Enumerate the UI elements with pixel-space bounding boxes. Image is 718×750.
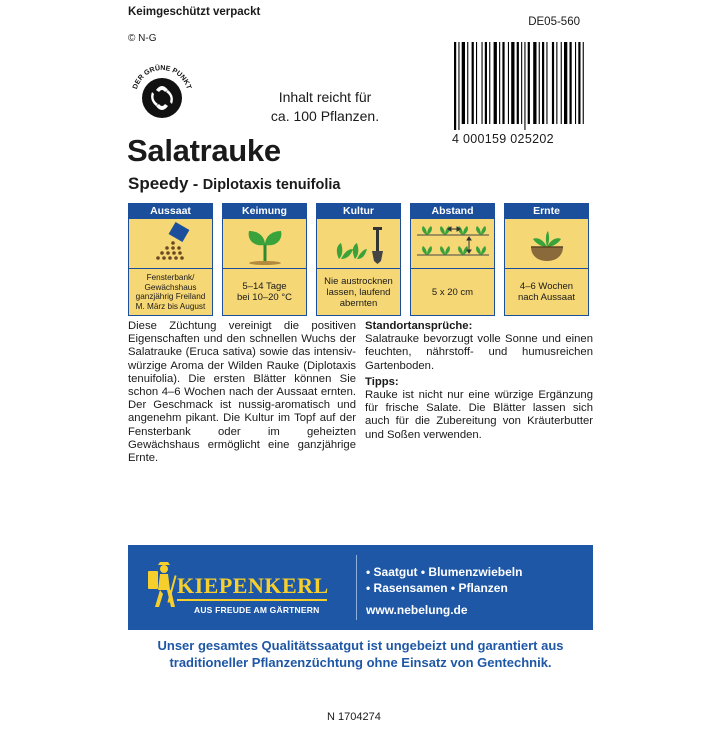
info-box-header: Kultur <box>317 204 400 219</box>
info-box-text: 4–6 Wochen nach Aussaat <box>517 281 576 303</box>
barcode-digits: 4 000159 025202 <box>452 132 554 146</box>
barcode-bar <box>575 42 576 124</box>
brand-name: KIEPENKERL <box>177 573 329 598</box>
barcode-bar <box>494 42 497 124</box>
barcode-bar <box>578 42 580 124</box>
barcode-bar <box>482 42 483 124</box>
brand-tagline: AUS FREUDE AM GÄRTNERN <box>194 605 320 615</box>
barcode-bar <box>524 42 525 130</box>
copyright-notice: © N-G <box>128 33 157 44</box>
barcode <box>452 42 584 146</box>
watering-spade-icon <box>329 221 389 267</box>
info-box-header: Keimung <box>223 204 306 219</box>
info-box-text: 5–14 Tage bei 10–20 °C <box>236 281 293 303</box>
barcode-bar <box>533 42 536 124</box>
green-dot-logo-icon <box>126 60 198 132</box>
barcode-bar <box>499 42 500 124</box>
info-box-text: Fensterbank/ Gewächshaus ganzjährig Freiland M. März bis August <box>135 273 206 311</box>
lot-number: N 1704274 <box>327 711 381 723</box>
brand-underline <box>177 599 327 601</box>
product-title: Salatrauke <box>127 133 281 168</box>
content-note <box>255 88 395 126</box>
brand-product-list <box>366 565 522 596</box>
product-description: Diese Züchtung vereinigt die positiven Eigenschaften und den schnellen Wuchs der Salatrauke (Eruca sativa) sowie das intensiv-würzige Aroma der Wilden Rauke (Diplotaxis tenuifolia). Die ersten Blätter können Sie schon 4–6 Wochen nach der Aussaat ernten. Der Geschmack ist nussig-aromatisch und angenehm pikant. Die Kultur im Topf auf der Fensterbank oder im geheizten Gewächshaus ermöglicht eine ganzjährige Ernte. <box>128 320 356 465</box>
content-note-line1: Inhalt reicht für <box>278 89 372 105</box>
seed-packet-icon <box>141 221 201 267</box>
info-box-header: Ernte <box>505 204 588 219</box>
quality-note-line2: traditioneller Pflanzenzüchtung ohne Einsatz von Gentechnik. <box>169 655 552 670</box>
barcode-bar <box>583 42 584 124</box>
info-box-kultur <box>316 203 401 316</box>
barcode-bar <box>489 42 490 124</box>
barcode-bar <box>508 42 509 124</box>
barcode-bar <box>467 42 468 124</box>
barcode-bar <box>511 42 514 124</box>
info-box-keimung <box>222 203 307 316</box>
quality-note-line1: Unser gesamtes Qualitätssaatgut ist ungebeizt und garantiert aus <box>157 638 564 653</box>
info-box-header: Abstand <box>411 204 494 219</box>
location-heading: Standortansprüche: <box>365 320 473 332</box>
barcode-bar <box>570 42 572 124</box>
spacing-icon <box>413 221 493 267</box>
subtitle-separator: - <box>188 176 203 193</box>
quality-note <box>118 637 603 671</box>
harvest-bowl-icon <box>517 221 577 267</box>
green-dot-text: DER GRÜNE PUNKT <box>131 64 193 91</box>
barcode-bar <box>556 42 557 124</box>
info-box-header: Aussaat <box>129 204 212 219</box>
barcode-bar <box>517 42 519 124</box>
location-text: Salatrauke bevorzugt volle Sonne und einen feuchten, nährstoff- und humusreichen Gartenboden. <box>365 333 593 372</box>
seedling-icon <box>235 221 295 267</box>
barcode-bar <box>546 42 547 124</box>
info-box-text: 5 x 20 cm <box>431 286 474 298</box>
tips-text: Rauke ist nicht nur eine würzige Ergänzung für frische Salate. Die Blätter lassen sich auch für die Zubereitung von Kräuterbutter und Soßen verwenden. <box>365 389 593 441</box>
content-note-line2: ca. 100 Pflanzen. <box>270 108 380 124</box>
barcode-bar <box>458 42 459 130</box>
barcode-bar <box>561 42 562 124</box>
barcode-bar <box>564 42 567 124</box>
barcode-bar <box>552 42 554 124</box>
brand-divider <box>356 555 357 620</box>
barcode-bar <box>485 42 487 124</box>
barcode-bar <box>521 42 522 124</box>
brand-products-line1: • Saatgut • Blumenzwiebeln <box>366 565 523 579</box>
tips-heading: Tipps: <box>365 375 399 388</box>
kiepenkerl-figure-icon <box>144 561 180 611</box>
barcode-bars <box>452 42 584 130</box>
article-code: DE05-560 <box>528 16 580 28</box>
info-column <box>365 320 593 442</box>
barcode-bar <box>502 42 504 124</box>
brand-website-link[interactable]: www.nebelung.de <box>366 603 468 617</box>
product-subtitle <box>128 174 340 194</box>
latin-name: Diplotaxis tenuifolia <box>202 177 341 193</box>
brand-products-line2: • Rasensamen • Pflanzen <box>366 580 508 595</box>
barcode-bar <box>454 42 456 130</box>
barcode-bar <box>539 42 540 124</box>
barcode-bar <box>542 42 544 124</box>
info-box-ernte <box>504 203 589 316</box>
barcode-bar <box>472 42 474 124</box>
variety-name: Speedy <box>128 174 189 193</box>
info-box-text: Nie austrocknen lassen, laufend abernten <box>324 275 393 309</box>
barcode-bar <box>462 42 465 124</box>
info-box-aussaat <box>128 203 213 316</box>
packaging-note: Keimgeschützt verpackt <box>128 6 261 18</box>
info-box-abstand <box>410 203 495 316</box>
brand-banner <box>128 545 593 630</box>
barcode-bar <box>476 42 477 124</box>
barcode-bar <box>528 42 530 124</box>
